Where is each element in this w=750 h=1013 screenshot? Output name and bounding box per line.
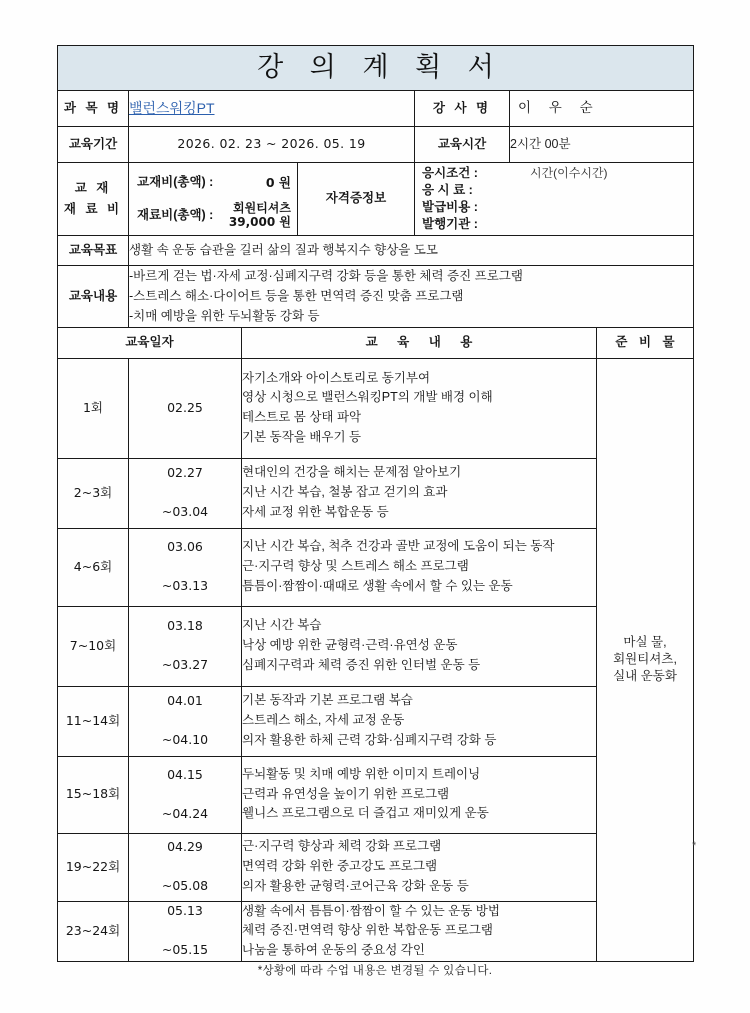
fee-label-line2: 재 료 비 (63, 201, 123, 216)
curriculum-line: -치매 예방을 위한 두뇌활동 강화 등 (129, 309, 320, 324)
topic-line: 기본 동작과 기본 프로그램 복습 (242, 693, 413, 708)
session-number: 19~22회 (58, 833, 129, 901)
page-title: 강 의 계 획 서 (257, 51, 503, 83)
subject-value-cell (129, 91, 415, 127)
cert-issuefee-label: 발급비용 : (422, 199, 478, 214)
period-label: 교육기간 (58, 127, 129, 163)
cert-examfee-value (508, 182, 693, 199)
title-row (58, 46, 694, 91)
cert-examfee-label: 응 시 료 : (422, 182, 473, 197)
topic-line: 의자 활용한 균형력·코어근육 강화 운동 등 (242, 878, 469, 893)
topic-line: 나눔을 통하여 운동의 중요성 각인 (242, 943, 425, 957)
document-title-cell (58, 46, 694, 91)
stray-asterisk-mark: * (692, 840, 697, 852)
topic-line: 지난 시간 복습, 철봉 잡고 걷기의 효과 (242, 485, 448, 500)
certificate-label: 자격증정보 (298, 163, 415, 236)
schedule-prep-header: 준 비 물 (597, 327, 694, 358)
material-fee-item: 회원티셔츠 (233, 200, 291, 215)
subject-row (58, 91, 694, 127)
certificate-details-cell (415, 163, 694, 236)
topic-line: 면역력 강화 위한 중고강도 프로그램 (242, 859, 438, 874)
curriculum-line: -스트레스 해소·다이어트 등을 통한 면역력 증진 맞춤 프로그램 (129, 288, 464, 303)
session-topics (242, 901, 597, 961)
date-end: ~03.04 (161, 504, 209, 519)
topic-line: 심폐지구력과 체력 증진 위한 인터벌 운동 등 (242, 657, 481, 672)
date-end: ~03.13 (161, 578, 209, 593)
prep-item: 마실 물, (623, 635, 667, 650)
material-fee-row (129, 199, 297, 232)
session-dates (129, 686, 242, 756)
cert-issuefee-value (508, 199, 693, 216)
topic-line: 근·지구력 향상 및 스트레스 해소 프로그램 (242, 559, 469, 574)
topic-line: 의자 활용한 하체 근력 강화·심폐지구력 강화 등 (242, 732, 497, 747)
date-start: 05.13 (167, 903, 203, 919)
session-topics (242, 458, 597, 528)
schedule-header-row (58, 327, 694, 358)
instructor-value-cell (510, 91, 694, 127)
topic-line: 자세 교정 위한 복합운동 등 (242, 504, 389, 519)
date-end: ~03.27 (161, 657, 209, 672)
session-dates (129, 458, 242, 528)
session-dates (129, 833, 242, 901)
topic-line: 근력과 유연성을 높이기 위한 프로그램 (242, 786, 450, 801)
fee-label-line1: 교 재 (74, 180, 112, 195)
date-start: 04.15 (167, 766, 203, 782)
subject-link[interactable]: 밸런스워킹PT (129, 100, 215, 117)
subject-label: 과 목 명 (58, 91, 129, 127)
textbook-fee-value: 0 원 (265, 174, 291, 190)
session-number: 7~10회 (58, 606, 129, 686)
topic-line: 현대인의 건강을 해치는 문제점 알아보기 (242, 465, 462, 480)
topic-line: 테스트로 몸 상태 파악 (242, 410, 362, 424)
curriculum-row (58, 265, 694, 327)
cert-row (415, 182, 693, 199)
document-footnote: *상황에 따라 수업 내용은 변경될 수 있습니다. (257, 965, 493, 977)
date-start: 03.06 (167, 539, 203, 555)
material-fee-amount: 39,000 원 (228, 215, 291, 230)
session-dates (129, 528, 242, 606)
curriculum-line: -바르게 걷는 법·자세 교정·심폐지구력 강화 등을 통한 체력 증진 프로그램 (129, 268, 523, 283)
instructor-label: 강 사 명 (415, 91, 510, 127)
material-fee-label: 재료비(총액) : (137, 207, 214, 222)
topic-line: 틈틈이·짬짬이·때때로 생활 속에서 할 수 있는 운동 (242, 578, 513, 593)
date-end: ~04.24 (161, 805, 209, 821)
schedule-content-header: 교 육 내 용 (242, 327, 597, 358)
objective-row (58, 235, 694, 265)
topic-line: 스트레스 해소, 자세 교정 운동 (242, 713, 405, 728)
session-topics (242, 606, 597, 686)
topic-line: 체력 증진·면역력 향상 위한 복합운동 프로그램 (242, 923, 493, 938)
session-topics (242, 686, 597, 756)
certificate-table (415, 165, 693, 233)
schedule-date-header: 교육일자 (58, 327, 242, 358)
session-number: 1회 (58, 358, 129, 458)
textbook-fee-label: 교재비(총액) : (137, 174, 214, 189)
topic-line: 영상 시청으로 밸런스워킹PT의 개발 배경 이해 (242, 390, 493, 405)
cert-row (415, 165, 693, 182)
session-topics (242, 528, 597, 606)
hours-label: 교육시간 (415, 127, 510, 163)
date-start: 03.18 (167, 618, 203, 634)
date-end: ~05.08 (161, 878, 209, 893)
fee-values-cell (129, 163, 298, 236)
topic-line: 웰니스 프로그램으로 더 즐겁고 재미있게 운동 (242, 806, 489, 821)
cert-row (415, 199, 693, 216)
date-start: 04.29 (167, 839, 203, 855)
topic-line: 근·지구력 향상과 체력 강화 프로그램 (242, 839, 442, 854)
session-number: 11~14회 (58, 686, 129, 756)
cert-condition-value: 시간(이수시간) (530, 166, 608, 181)
fee-certificate-row (58, 163, 694, 236)
hours-value: 2시간 00분 (510, 127, 694, 163)
date-start: 02.27 (167, 465, 203, 481)
session-number: 23~24회 (58, 901, 129, 961)
curriculum-label: 교육내용 (58, 265, 129, 327)
session-dates (129, 756, 242, 833)
topic-line: 지난 시간 복습, 척추 건강과 골반 교정에 도움이 되는 동작 (242, 539, 555, 554)
period-value: 2026. 02. 23 ~ 2026. 05. 19 (129, 127, 415, 163)
table-row (58, 358, 694, 458)
cert-condition-label: 응시조건 : (422, 166, 478, 180)
cert-issuer-value (508, 216, 693, 233)
objective-text: 생활 속 운동 습관을 길러 삶의 질과 행복지수 향상을 도모 (129, 235, 694, 265)
session-dates (129, 606, 242, 686)
textbook-fee-row (129, 166, 297, 199)
cert-issuer-label: 발행기관 : (422, 216, 478, 231)
topic-line: 자기소개와 아이스토리로 동기부여 (242, 370, 431, 385)
date-start: 04.01 (167, 693, 203, 709)
session-number: 15~18회 (58, 756, 129, 833)
session-number: 2~3회 (58, 458, 129, 528)
session-dates (129, 358, 242, 458)
curriculum-lines (129, 265, 694, 327)
session-topics (242, 833, 597, 901)
prep-item: 실내 운동화 (613, 669, 677, 684)
material-fee-value-cell (213, 199, 297, 232)
topic-line: 낙상 예방 위한 균형력·근력·유연성 운동 (242, 638, 458, 653)
session-dates (129, 901, 242, 961)
date-end: ~04.10 (161, 732, 209, 747)
fee-label-cell (58, 163, 129, 236)
objective-label: 교육목표 (58, 235, 129, 265)
topic-line: 생활 속에서 틈틈이·짬짬이 할 수 있는 운동 방법 (242, 903, 500, 918)
session-topics (242, 358, 597, 458)
topic-line: 지난 시간 복습 (242, 618, 322, 633)
date-start: 02.25 (167, 399, 203, 415)
lecture-plan-table (57, 45, 697, 962)
fee-breakdown-table (129, 166, 297, 232)
preparation-items (597, 358, 697, 961)
topic-line: 기본 동작을 배우기 등 (242, 429, 362, 444)
period-row (58, 127, 694, 163)
instructor-name: 이 우 순 (518, 100, 600, 116)
cert-row (415, 216, 693, 233)
session-number: 4~6회 (58, 528, 129, 606)
topic-line: 두뇌활동 및 치매 예방 위한 이미지 트레이닝 (242, 766, 481, 781)
prep-item: 회원티셔츠, (613, 652, 677, 667)
date-end: ~05.15 (161, 942, 209, 958)
session-topics (242, 756, 597, 833)
